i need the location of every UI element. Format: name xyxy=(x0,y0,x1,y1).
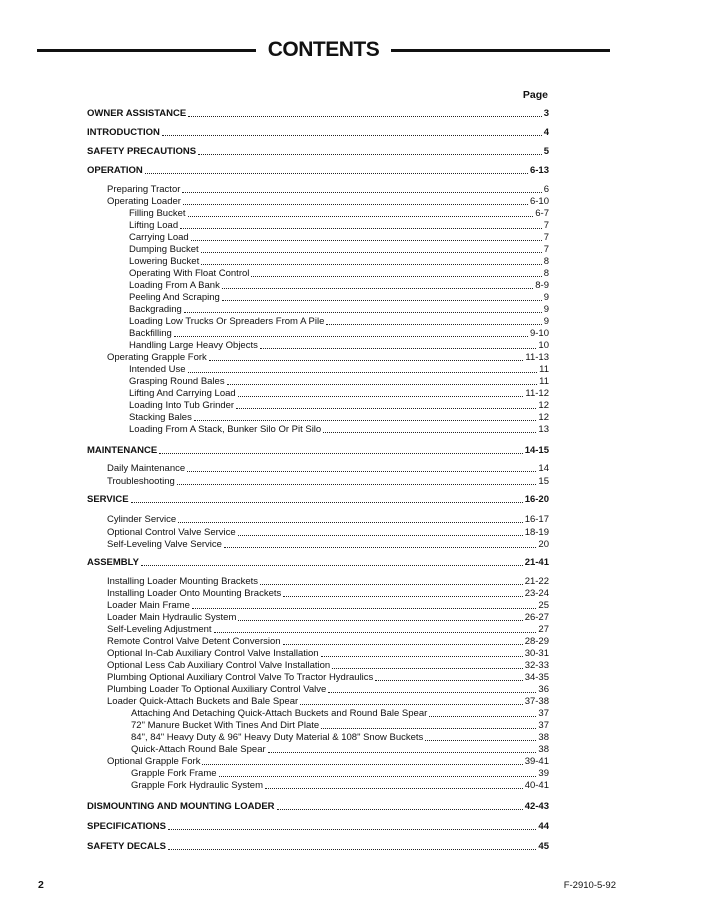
page-number: 2 xyxy=(38,879,44,891)
page-title: CONTENTS xyxy=(267,38,380,61)
toc-entry[interactable]: Loader Main Frame 25 xyxy=(107,600,549,611)
toc-entry[interactable]: Loading Low Trucks Or Spreaders From A Pile 9 xyxy=(129,316,549,327)
toc-entry[interactable]: Optional Grapple Fork 39-41 xyxy=(107,756,549,767)
toc-entry[interactable]: Backfilling 9-10 xyxy=(129,328,549,339)
toc-entry[interactable]: Dumping Bucket 7 xyxy=(129,244,549,255)
toc-entry[interactable]: Self-Leveling Valve Service 20 xyxy=(107,539,549,550)
toc-entry[interactable]: Optional In-Cab Auxiliary Control Valve Installation 30-31 xyxy=(107,648,549,659)
toc-entry[interactable]: Lifting And Carrying Load 11-12 xyxy=(129,388,549,399)
toc-entry[interactable]: Filling Bucket 6-7 xyxy=(129,208,549,219)
toc-entry[interactable]: Daily Maintenance 14 xyxy=(107,463,549,474)
toc-entry[interactable]: Backgrading 9 xyxy=(129,304,549,315)
toc-entry[interactable]: Grasping Round Bales 11 xyxy=(129,376,549,387)
toc-entry[interactable]: Attaching And Detaching Quick-Attach Buckets and Round Bale Spear 37 xyxy=(131,708,549,719)
toc-entry[interactable]: SPECIFICATIONS 44 xyxy=(87,821,549,832)
toc-entry[interactable]: MAINTENANCE 14-15 xyxy=(87,445,549,456)
toc-entry[interactable]: Loader Quick-Attach Buckets and Bale Spear 37-38 xyxy=(107,696,549,707)
toc-entry[interactable]: Loading Into Tub Grinder 12 xyxy=(129,400,549,411)
toc-entry[interactable]: Cylinder Service 16-17 xyxy=(107,514,549,525)
toc-entry[interactable]: Loader Main Hydraulic System 26-27 xyxy=(107,612,549,623)
toc-entry[interactable]: Plumbing Optional Auxiliary Control Valve To Tractor Hydraulics 34-35 xyxy=(107,672,549,683)
toc-entry[interactable]: Troubleshooting 15 xyxy=(107,476,549,487)
toc-entry[interactable]: Lowering Bucket 8 xyxy=(129,256,549,267)
toc-entry[interactable]: OWNER ASSISTANCE 3 xyxy=(87,108,549,119)
toc-entry[interactable]: Operating Grapple Fork 11-13 xyxy=(107,352,549,363)
toc-entry[interactable]: Grapple Fork Hydraulic System 40-41 xyxy=(131,780,549,791)
toc-entry[interactable]: Lifting Load 7 xyxy=(129,220,549,231)
document-code: F-2910-5-92 xyxy=(563,880,616,891)
page-column-header: Page xyxy=(522,89,548,101)
toc-entry[interactable]: Installing Loader Mounting Brackets 21-22 xyxy=(107,576,549,587)
toc-entry[interactable]: Quick-Attach Round Bale Spear 38 xyxy=(131,744,549,755)
toc-entry[interactable]: SAFETY DECALS 45 xyxy=(87,841,549,852)
toc-entry[interactable]: SAFETY PRECAUTIONS 5 xyxy=(87,146,549,157)
toc-entry[interactable]: Intended Use 11 xyxy=(129,364,549,375)
toc-entry[interactable]: Loading From A Stack, Bunker Silo Or Pit Silo 13 xyxy=(129,424,549,435)
toc-entry[interactable]: Peeling And Scraping 9 xyxy=(129,292,549,303)
toc-entry[interactable]: Loading From A Bank 8-9 xyxy=(129,280,549,291)
contents-title-bar xyxy=(37,38,610,62)
toc-entry[interactable]: Installing Loader Onto Mounting Brackets 23-24 xyxy=(107,588,549,599)
toc-entry[interactable]: Preparing Tractor 6 xyxy=(107,184,549,195)
toc-entry[interactable]: Operating Loader 6-10 xyxy=(107,196,549,207)
toc-entry[interactable]: Stacking Bales 12 xyxy=(129,412,549,423)
toc-entry[interactable]: ASSEMBLY 21-41 xyxy=(87,557,549,568)
toc-entry[interactable]: Grapple Fork Frame 39 xyxy=(131,768,549,779)
toc-entry[interactable]: Operating With Float Control 8 xyxy=(129,268,549,279)
toc-entry[interactable]: 84", 84" Heavy Duty & 96" Heavy Duty Material & 108" Snow Buckets 38 xyxy=(131,732,549,743)
toc-entry[interactable]: Plumbing Loader To Optional Auxiliary Control Valve 36 xyxy=(107,684,549,695)
toc-entry[interactable]: 72" Manure Bucket With Tines And Dirt Plate 37 xyxy=(131,720,549,731)
title-rule-right xyxy=(391,49,610,52)
toc-entry[interactable]: INTRODUCTION 4 xyxy=(87,127,549,138)
toc-entry[interactable]: OPERATION 6-13 xyxy=(87,165,549,176)
toc-entry[interactable]: Optional Less Cab Auxiliary Control Valve Installation 32-33 xyxy=(107,660,549,671)
toc-entry[interactable]: Optional Control Valve Service 18-19 xyxy=(107,527,549,538)
toc-entry[interactable]: Carrying Load 7 xyxy=(129,232,549,243)
toc-entry[interactable]: Self-Leveling Adjustment 27 xyxy=(107,624,549,635)
toc-entry[interactable]: SERVICE 16-20 xyxy=(87,494,549,505)
toc-entry[interactable]: Handling Large Heavy Objects 10 xyxy=(129,340,549,351)
toc-entry[interactable]: Remote Control Valve Detent Conversion 28-29 xyxy=(107,636,549,647)
title-rule-left xyxy=(37,49,256,52)
toc-entry[interactable]: DISMOUNTING AND MOUNTING LOADER 42-43 xyxy=(87,801,549,812)
